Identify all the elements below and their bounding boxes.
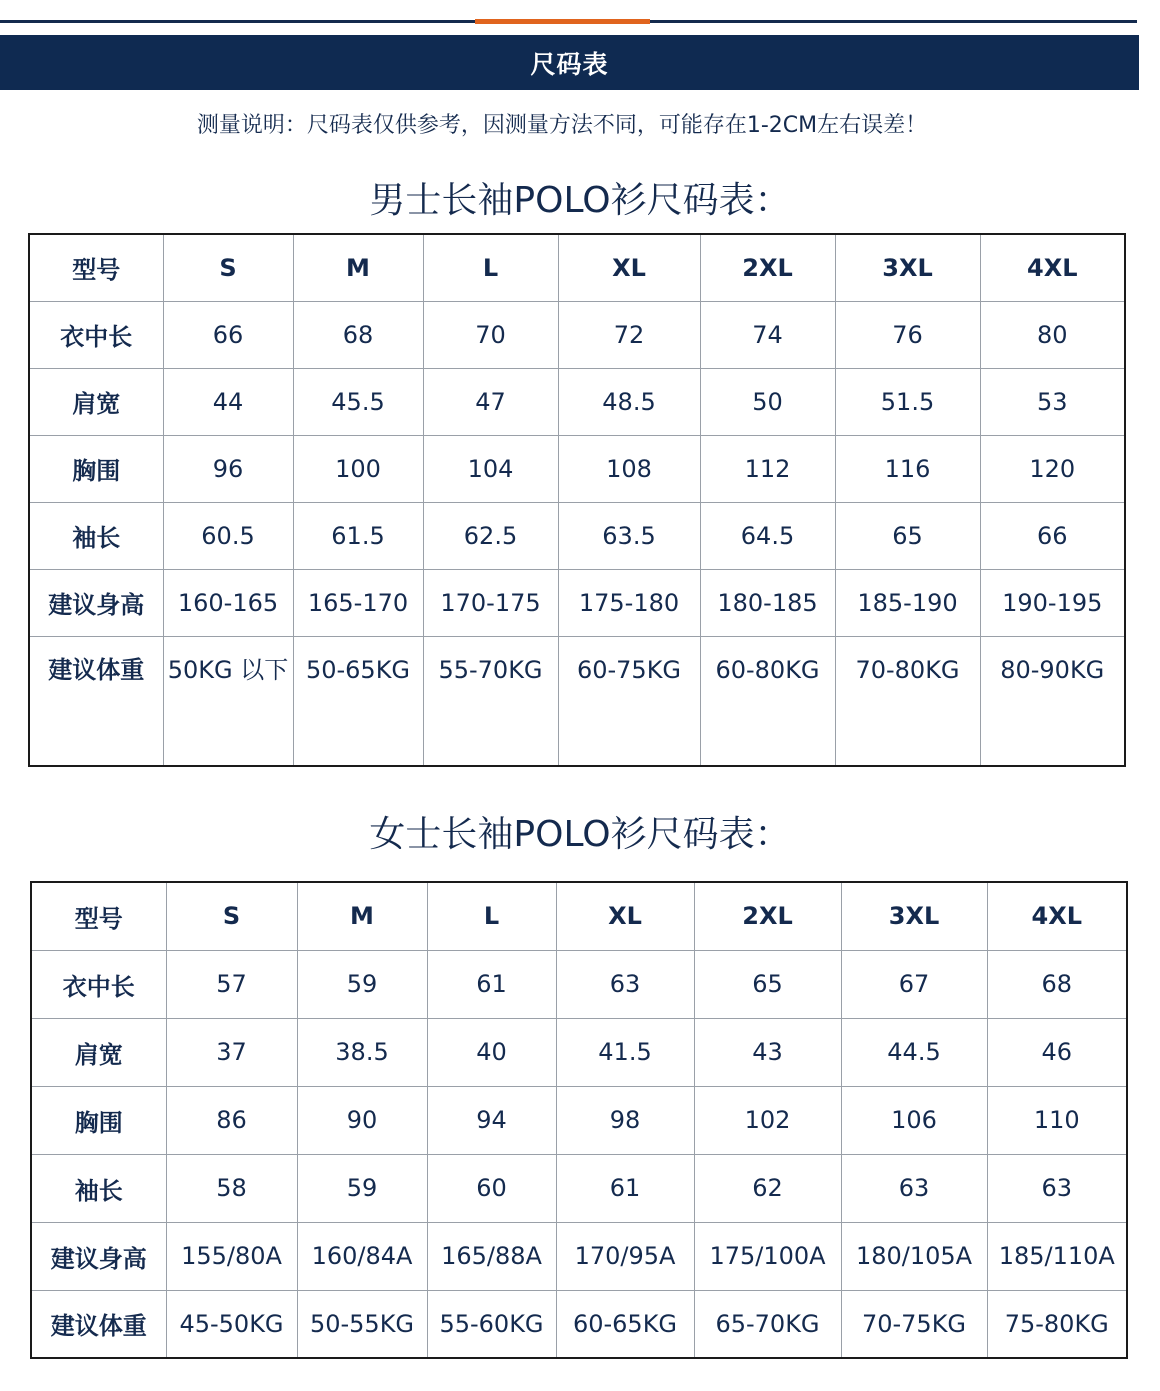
size-header-cell: XL — [556, 882, 694, 950]
measurement-cell: 185-190 — [835, 569, 980, 636]
measurement-cell: 62.5 — [423, 502, 558, 569]
banner-title: 尺码表 — [530, 49, 609, 79]
measurement-cell: 60 — [427, 1154, 556, 1222]
measurement-cell: 38.5 — [297, 1018, 427, 1086]
table-row — [31, 1018, 1127, 1086]
header-label-cell: 型号 — [29, 234, 163, 301]
measurement-cell: 165/88A — [427, 1222, 556, 1290]
table-row — [31, 1086, 1127, 1154]
row-label-cell: 肩宽 — [29, 368, 163, 435]
measurement-cell: 41.5 — [556, 1018, 694, 1086]
measurement-cell: 50-65KG — [293, 636, 423, 766]
measurement-cell: 60.5 — [163, 502, 293, 569]
row-label-cell: 肩宽 — [31, 1018, 166, 1086]
measurement-cell: 55-70KG — [423, 636, 558, 766]
table-row — [31, 1222, 1127, 1290]
banner — [0, 35, 1139, 90]
measurement-cell: 65-70KG — [694, 1290, 841, 1358]
measurement-cell: 72 — [558, 301, 700, 368]
measurement-cell: 68 — [987, 950, 1127, 1018]
measurement-cell: 66 — [980, 502, 1125, 569]
measurement-cell: 48.5 — [558, 368, 700, 435]
measurement-cell: 43 — [694, 1018, 841, 1086]
measurement-cell: 47 — [423, 368, 558, 435]
measurement-cell: 45-50KG — [166, 1290, 297, 1358]
measurement-cell: 55-60KG — [427, 1290, 556, 1358]
row-label-cell: 建议身高 — [29, 569, 163, 636]
size-header-cell: M — [297, 882, 427, 950]
size-header-cell: 3XL — [835, 234, 980, 301]
measurement-cell: 86 — [166, 1086, 297, 1154]
measurement-cell: 61.5 — [293, 502, 423, 569]
measurement-cell: 58 — [166, 1154, 297, 1222]
table-row — [29, 502, 1125, 569]
row-label-cell: 衣中长 — [29, 301, 163, 368]
measurement-cell: 80 — [980, 301, 1125, 368]
table-row — [31, 950, 1127, 1018]
measurement-cell: 96 — [163, 435, 293, 502]
measurement-cell: 60-65KG — [556, 1290, 694, 1358]
table-row — [29, 368, 1125, 435]
measurement-cell: 62 — [694, 1154, 841, 1222]
measurement-cell: 68 — [293, 301, 423, 368]
row-label-cell: 袖长 — [31, 1154, 166, 1222]
measurement-cell: 57 — [166, 950, 297, 1018]
size-header-cell: 3XL — [841, 882, 987, 950]
size-header-cell: 2XL — [694, 882, 841, 950]
measurement-cell: 104 — [423, 435, 558, 502]
measurement-cell: 100 — [293, 435, 423, 502]
men-size-table — [28, 233, 1126, 767]
measurement-cell: 70-75KG — [841, 1290, 987, 1358]
measurement-cell: 60-75KG — [558, 636, 700, 766]
size-header-cell: 2XL — [700, 234, 835, 301]
size-header-cell: 4XL — [987, 882, 1127, 950]
size-header-cell: 4XL — [980, 234, 1125, 301]
row-label-cell: 胸围 — [29, 435, 163, 502]
table-row — [31, 1290, 1127, 1358]
row-label-cell: 建议身高 — [31, 1222, 166, 1290]
measurement-cell: 185/110A — [987, 1222, 1127, 1290]
measurement-cell: 50KG 以下 — [163, 636, 293, 766]
measurement-cell: 160-165 — [163, 569, 293, 636]
measurement-cell: 50-55KG — [297, 1290, 427, 1358]
header-row — [29, 234, 1125, 301]
size-header-cell: L — [423, 234, 558, 301]
measurement-cell: 60-80KG — [700, 636, 835, 766]
measurement-cell: 74 — [700, 301, 835, 368]
measurement-cell: 170/95A — [556, 1222, 694, 1290]
measurement-cell: 50 — [700, 368, 835, 435]
measurement-cell: 165-170 — [293, 569, 423, 636]
measurement-cell: 65 — [835, 502, 980, 569]
table-row — [29, 569, 1125, 636]
row-label-cell: 衣中长 — [31, 950, 166, 1018]
row-label-cell: 建议体重 — [31, 1290, 166, 1358]
women-size-table — [30, 881, 1128, 1359]
measurement-cell: 63 — [556, 950, 694, 1018]
measurement-cell: 53 — [980, 368, 1125, 435]
measurement-cell: 63.5 — [558, 502, 700, 569]
measurement-cell: 108 — [558, 435, 700, 502]
measurement-cell: 120 — [980, 435, 1125, 502]
measurement-cell: 70 — [423, 301, 558, 368]
row-label-cell: 袖长 — [29, 502, 163, 569]
measurement-cell: 180/105A — [841, 1222, 987, 1290]
women-table-title: 女士长袖POLO衫尺码表： — [369, 814, 791, 855]
measurement-cell: 51.5 — [835, 368, 980, 435]
measurement-cell: 160/84A — [297, 1222, 427, 1290]
measurement-cell: 64.5 — [700, 502, 835, 569]
row-label-cell: 胸围 — [31, 1086, 166, 1154]
measurement-cell: 155/80A — [166, 1222, 297, 1290]
measurement-cell: 66 — [163, 301, 293, 368]
measurement-cell: 63 — [841, 1154, 987, 1222]
measurement-cell: 45.5 — [293, 368, 423, 435]
measurement-note: 测量说明：尺码表仅供参考，因测量方法不同，可能存在1-2CM左右误差！ — [196, 113, 928, 138]
measurement-cell: 106 — [841, 1086, 987, 1154]
measurement-cell: 65 — [694, 950, 841, 1018]
measurement-cell: 44.5 — [841, 1018, 987, 1086]
measurement-cell: 170-175 — [423, 569, 558, 636]
measurement-cell: 102 — [694, 1086, 841, 1154]
table-row — [29, 435, 1125, 502]
size-header-cell: S — [163, 234, 293, 301]
measurement-cell: 180-185 — [700, 569, 835, 636]
size-header-cell: XL — [558, 234, 700, 301]
measurement-cell: 61 — [427, 950, 556, 1018]
measurement-cell: 175-180 — [558, 569, 700, 636]
measurement-cell: 76 — [835, 301, 980, 368]
men-table-title: 男士长袖POLO衫尺码表： — [369, 180, 791, 221]
measurement-cell: 59 — [297, 950, 427, 1018]
measurement-cell: 80-90KG — [980, 636, 1125, 766]
measurement-cell: 40 — [427, 1018, 556, 1086]
measurement-cell: 75-80KG — [987, 1290, 1127, 1358]
measurement-cell: 37 — [166, 1018, 297, 1086]
size-header-cell: M — [293, 234, 423, 301]
measurement-cell: 59 — [297, 1154, 427, 1222]
row-label-cell: 建议体重 — [29, 636, 163, 766]
size-header-cell: L — [427, 882, 556, 950]
measurement-cell: 63 — [987, 1154, 1127, 1222]
header-label-cell: 型号 — [31, 882, 166, 950]
measurement-cell: 46 — [987, 1018, 1127, 1086]
measurement-cell: 44 — [163, 368, 293, 435]
measurement-cell: 175/100A — [694, 1222, 841, 1290]
top-accent-bar — [475, 19, 650, 24]
measurement-cell: 112 — [700, 435, 835, 502]
measurement-cell: 67 — [841, 950, 987, 1018]
measurement-cell: 61 — [556, 1154, 694, 1222]
measurement-cell: 70-80KG — [835, 636, 980, 766]
measurement-cell: 110 — [987, 1086, 1127, 1154]
measurement-cell: 90 — [297, 1086, 427, 1154]
measurement-cell: 98 — [556, 1086, 694, 1154]
table-row — [31, 1154, 1127, 1222]
measurement-cell: 94 — [427, 1086, 556, 1154]
table-row — [29, 301, 1125, 368]
measurement-cell: 190-195 — [980, 569, 1125, 636]
size-header-cell: S — [166, 882, 297, 950]
header-row — [31, 882, 1127, 950]
measurement-cell: 116 — [835, 435, 980, 502]
table-row — [29, 636, 1125, 766]
